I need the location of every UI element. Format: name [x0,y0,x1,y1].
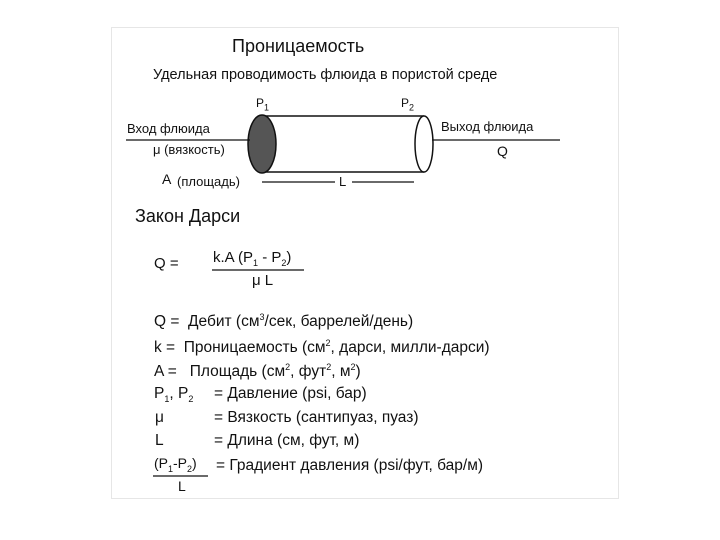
def-l-text: = Длина (см, фут, м) [214,432,360,449]
def-a: A = Площадь ($см^2$, фут$^2$, $м^2$) [154,362,361,381]
flow-q-label: Q [497,143,508,159]
def-gradient-numerator: $(P_1-P_2)$ [154,455,197,474]
p1-label: $P_1$ [256,96,270,113]
viscosity-label: μ (вязкость) [153,142,225,157]
area-label: (площадь) [177,174,240,189]
p2-label: $P_2$ [401,96,415,113]
def-mu-text: = Вязкость (сантипуаз, пуаз) [214,409,419,426]
darcy-denominator: μ L [252,272,274,289]
def-gradient-text: = Градиент давления (psi/фут, бар/м) [216,457,484,474]
def-k: k = Проницаемость ($см^2$, дарси, милли-дарси) [154,338,490,357]
cylinder-outlet-face [415,116,433,172]
darcy-q-lhs: Q = [154,255,179,272]
def-q: Q = Дебит ($см^3$/сек, баррелей/день) [154,312,414,331]
outflow-label: Выход флюида [441,119,534,134]
length-label: L [339,174,347,189]
def-p: $P_1$, $P_2$ [154,385,194,405]
inflow-label: Вход флюида [127,121,210,136]
def-p-text: = Давление (psi, бар) [214,385,367,402]
def-l-symbol: L [155,432,164,449]
def-gradient-denominator: L [178,478,186,494]
cylinder-inlet-face [248,115,276,173]
darcy-numerator: k.A $(P_1 - P_2)$ [213,249,292,268]
page-subtitle: Удельная проводимость флюида в пористой среде [153,67,498,83]
darcy-heading: Закон Дарси [135,206,241,226]
page-title: Проницаемость [232,36,365,56]
area-symbol: A [162,171,172,187]
def-mu-symbol: μ [155,409,164,426]
